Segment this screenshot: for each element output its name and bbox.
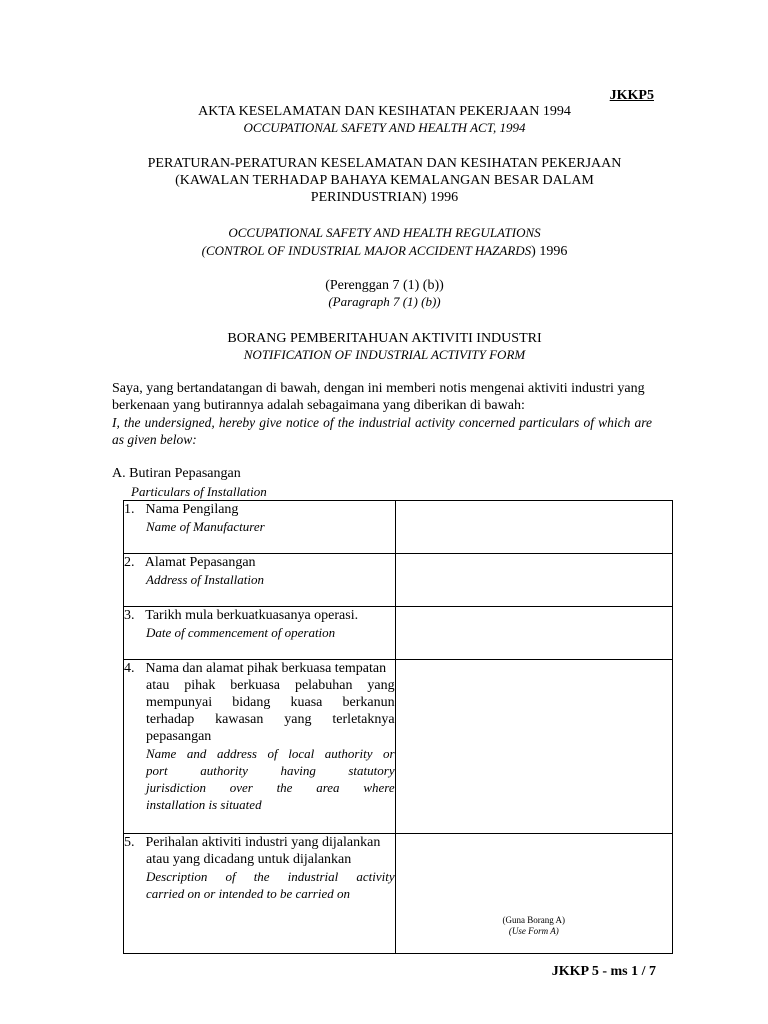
row-1-label (124, 501, 396, 554)
form-title-ms: BORANG PEMBERITAHUAN AKTIVITI INDUSTRI (227, 331, 542, 346)
intro-en: I, the undersigned, hereby give notice of the industrial activity concerned particulars of which are as given below: (112, 415, 652, 447)
row-3-label-ms: Tarikh mula berkuatkuasanya operasi. (145, 608, 359, 623)
use-form-note-en: (Use Form A) (508, 926, 559, 936)
act-title-block (112, 104, 657, 136)
table-row (124, 554, 673, 607)
row-5-label-ms-line-2: atau yang dicadang untuk dijalankan (146, 852, 352, 867)
row-5-label-en-line-2: carried on or intended to be carried on (146, 886, 350, 901)
regulations-ms-line-1: PERATURAN-PERATURAN KESELAMATAN DAN KESIHATAN PEKERJAAN (147, 156, 622, 171)
regulations-en-line-2-year: ) 1996 (531, 244, 568, 259)
regulations-ms-line-3: PERINDUSTRIAN) 1996 (310, 190, 459, 205)
row-4-label-en-line-3: jurisdiction over the area where (146, 780, 395, 795)
form-title-block (112, 330, 657, 363)
row-3-number: 3. (124, 608, 135, 623)
paragraph-block (112, 277, 657, 310)
row-1-label-en: Name of Manufacturer (146, 519, 265, 534)
paragraph-ms: (Perenggan 7 (1) (b)) (325, 278, 444, 293)
row-4-number: 4. (124, 661, 135, 676)
local-authority-field[interactable] (395, 660, 672, 834)
regulations-en-line-2 (112, 242, 657, 260)
row-1-label-ms: Nama Pengilang (145, 502, 239, 517)
installation-particulars-table (123, 500, 673, 954)
act-title-en: OCCUPATIONAL SAFETY AND HEALTH ACT, 1994 (243, 120, 526, 135)
installation-address-field[interactable] (395, 554, 672, 607)
row-4-label-en-line-1: Name and address of local authority or (146, 746, 395, 761)
regulations-en-block (112, 224, 657, 260)
row-2-label-ms: Alamat Pepasangan (144, 555, 256, 570)
row-4-label-ms: Nama dan alamat pihak berkuasa tempatan (145, 661, 387, 676)
section-a-heading-en: Particulars of Installation (131, 484, 267, 499)
row-4-label-ms-line-3: mempunyai bidang kuasa berkanun (146, 695, 395, 710)
regulations-en-line-1: OCCUPATIONAL SAFETY AND HEALTH REGULATIONS (228, 225, 541, 240)
table-row (124, 607, 673, 660)
row-5-label (124, 834, 396, 954)
row-2-label (124, 554, 396, 607)
table-row (124, 834, 673, 954)
row-3-label-en: Date of commencement of operation (146, 625, 336, 640)
row-1-number: 1. (124, 502, 135, 517)
row-3-label (124, 607, 396, 660)
document-code: JKKP5 (609, 88, 654, 103)
act-title-ms: AKTA KESELAMATAN DAN KESIHATAN PEKERJAAN 1994 (198, 104, 571, 119)
activity-description-field[interactable] (395, 834, 672, 954)
row-4-label (124, 660, 396, 834)
form-title-en: NOTIFICATION OF INDUSTRIAL ACTIVITY FORM (243, 347, 526, 362)
row-5-number: 5. (124, 835, 135, 850)
regulations-ms-block (112, 155, 657, 206)
commencement-date-field[interactable] (395, 607, 672, 660)
table-row (124, 501, 673, 554)
intro-statement (112, 380, 652, 448)
row-2-label-en: Address of Installation (146, 572, 264, 587)
row-4-label-en-line-4: installation is situated (146, 797, 262, 812)
table-row (124, 660, 673, 834)
section-a-heading: A. Butiran Pepasangan (112, 466, 241, 481)
manufacturer-name-field[interactable] (395, 501, 672, 554)
use-form-note-ms: (Guna Borang A) (502, 915, 566, 925)
intro-ms: Saya, yang bertandatangan di bawah, dengan ini memberi notis mengenai aktiviti industri yang berkenaan yang butirannya adalah sebagaimana yang diberikan di bawah: (112, 381, 645, 413)
row-4-label-ms-line-2: atau pihak berkuasa pelabuhan yang (146, 678, 395, 693)
regulations-ms-line-2: (KAWALAN TERHADAP BAHAYA KEMALANGAN BESAR DALAM (175, 173, 594, 188)
row-2-number: 2. (124, 555, 135, 570)
regulations-en-line-2-italic: (CONTROL OF INDUSTRIAL MAJOR ACCIDENT HAZARDS (201, 243, 532, 258)
paragraph-en: (Paragraph 7 (1) (b)) (328, 294, 441, 309)
use-form-note (396, 915, 672, 937)
page-footer: JKKP 5 - ms 1 / 7 (551, 964, 656, 979)
row-4-label-en-line-2: port authority having statutory (146, 763, 395, 778)
row-4-label-ms-line-4: terhadap kawasan yang terletaknya (146, 712, 395, 727)
row-5-label-ms: Perihalan aktiviti industri yang dijalankan (145, 835, 381, 850)
row-4-label-ms-line-5: pepasangan (146, 729, 212, 744)
row-5-label-en-line-1: Description of the industrial activity (146, 869, 395, 884)
